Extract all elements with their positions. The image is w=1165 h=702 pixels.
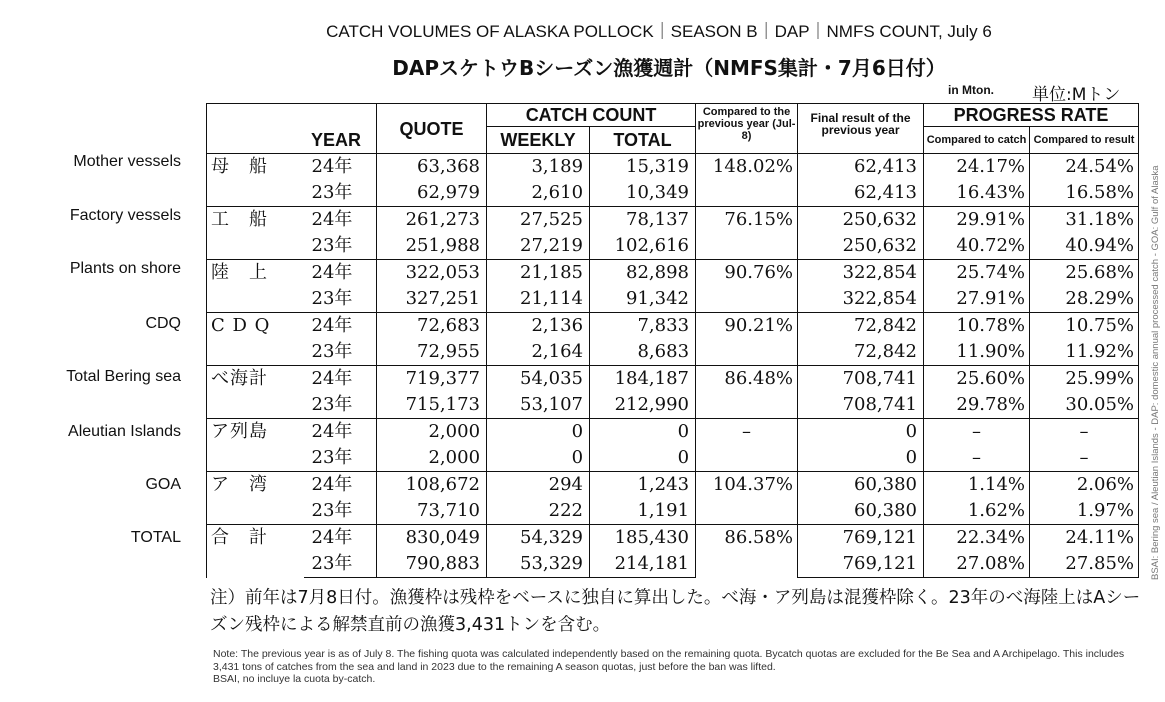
total-cell: 0: [590, 419, 696, 446]
year-cell: 23年: [304, 392, 377, 419]
table-row: [207, 551, 1139, 578]
label-factory-vessels: Factory vessels: [69, 207, 181, 224]
compared-prev-cell: 148.02%: [696, 154, 798, 207]
weekly-cell: 2,136: [487, 313, 590, 340]
progress-catch-cell: 11.90%: [924, 339, 1030, 366]
final-prev-cell: 322,854: [798, 286, 924, 313]
progress-catch-cell: 1.14%: [924, 472, 1030, 499]
compared-prev-cell: 90.21%: [696, 313, 798, 366]
final-prev-cell: 769,121: [798, 551, 924, 578]
final-prev-cell: 250,632: [798, 233, 924, 260]
progress-catch-cell: 29.78%: [924, 392, 1030, 419]
side-note-text: BSAI: Bering sea / Aleutian Islands - DAP: domestic annual processed catch - GOA: Gulf of Alaska: [1150, 165, 1161, 580]
catch-table: [206, 103, 1139, 578]
weekly-cell: 21,114: [487, 286, 590, 313]
year-cell: 23年: [304, 339, 377, 366]
progress-result-cell: 25.99%: [1030, 366, 1139, 393]
quote-cell: 715,173: [377, 392, 487, 419]
table-row: [207, 445, 1139, 472]
weekly-cell: 0: [487, 419, 590, 446]
header-total: TOTAL: [590, 127, 696, 154]
table-row: [207, 286, 1139, 313]
header-quote: QUOTE: [377, 104, 487, 154]
table-row: [207, 419, 1139, 446]
table-row: [207, 366, 1139, 393]
progress-result-cell: 31.18%: [1030, 207, 1139, 234]
table-row: [207, 260, 1139, 287]
total-cell: 78,137: [590, 207, 696, 234]
year-cell: 23年: [304, 551, 377, 578]
progress-result-cell: 24.54%: [1030, 154, 1139, 181]
table-row: [207, 207, 1139, 234]
weekly-cell: 294: [487, 472, 590, 499]
year-cell: 24年: [304, 207, 377, 234]
progress-result-cell: 2.06%: [1030, 472, 1139, 499]
quote-cell: 73,710: [377, 498, 487, 525]
final-prev-cell: 72,842: [798, 339, 924, 366]
weekly-cell: 0: [487, 445, 590, 472]
quote-cell: 261,273: [377, 207, 487, 234]
note-english-line-1: Note: The previous year is as of July 8. The fishing quota was calculated independently based on the remaining quota. Bycatch quotas are excluded for the Be Sea and A Archipelago. This includes 3,431 tons of catches from the sea and land in 2023 due to the remaining A season quotas, just before the ban was lifted.: [213, 648, 1125, 673]
progress-catch-cell: –: [924, 419, 1030, 446]
category-label: べ海計: [207, 366, 304, 419]
quote-cell: 327,251: [377, 286, 487, 313]
table-row: [207, 525, 1139, 552]
year-cell: 23年: [304, 445, 377, 472]
progress-catch-cell: 25.74%: [924, 260, 1030, 287]
progress-result-cell: 11.92%: [1030, 339, 1139, 366]
weekly-cell: 27,219: [487, 233, 590, 260]
total-cell: 1,191: [590, 498, 696, 525]
table-row: [207, 180, 1139, 207]
progress-result-cell: 24.11%: [1030, 525, 1139, 552]
weekly-cell: 27,525: [487, 207, 590, 234]
compared-prev-cell: –: [696, 419, 798, 472]
progress-catch-cell: 27.08%: [924, 551, 1030, 578]
year-cell: 24年: [304, 525, 377, 552]
weekly-cell: 2,610: [487, 180, 590, 207]
progress-result-cell: 1.97%: [1030, 498, 1139, 525]
final-prev-cell: 250,632: [798, 207, 924, 234]
year-cell: 24年: [304, 313, 377, 340]
category-label: 母 船: [207, 154, 304, 207]
title-english: CATCH VOLUMES OF ALASKA POLLOCK｜SEASON B｜DAP｜NMFS COUNT, July 6: [326, 22, 992, 41]
progress-catch-cell: 24.17%: [924, 154, 1030, 181]
title-japanese: DAPスケトウBシーズン漁獲週計（NMFS集計・7月6日付）: [392, 56, 946, 80]
note-english: [213, 648, 1153, 686]
quote-cell: 72,955: [377, 339, 487, 366]
progress-result-cell: 28.29%: [1030, 286, 1139, 313]
header-final-prev: Final result of the previous year: [798, 104, 924, 154]
category-label: ア 湾: [207, 472, 304, 525]
compared-prev-cell: 76.15%: [696, 207, 798, 260]
quote-cell: 790,883: [377, 551, 487, 578]
side-vertical-note: [1150, 100, 1164, 580]
quote-cell: 830,049: [377, 525, 487, 552]
quote-cell: 63,368: [377, 154, 487, 181]
quote-cell: 2,000: [377, 419, 487, 446]
label-cdq: CDQ: [145, 315, 181, 332]
total-cell: 91,342: [590, 286, 696, 313]
quote-cell: 719,377: [377, 366, 487, 393]
progress-result-cell: 10.75%: [1030, 313, 1139, 340]
total-cell: 214,181: [590, 551, 696, 578]
final-prev-cell: 708,741: [798, 392, 924, 419]
total-cell: 82,898: [590, 260, 696, 287]
total-cell: 10,349: [590, 180, 696, 207]
table-row: [207, 313, 1139, 340]
unit-japanese: 単位:Mトン: [1032, 85, 1121, 105]
header-compared-catch: Compared to catch: [924, 127, 1030, 154]
progress-catch-cell: 40.72%: [924, 233, 1030, 260]
table-row: [207, 339, 1139, 366]
label-mother-vessels: Mother vessels: [73, 153, 181, 170]
header-compared-result: Compared to result: [1030, 127, 1139, 154]
header-year: YEAR: [207, 104, 377, 154]
progress-result-cell: –: [1030, 445, 1139, 472]
weekly-cell: 3,189: [487, 154, 590, 181]
weekly-cell: 54,035: [487, 366, 590, 393]
table-row: [207, 498, 1139, 525]
final-prev-cell: 0: [798, 419, 924, 446]
weekly-cell: 222: [487, 498, 590, 525]
progress-catch-cell: 25.60%: [924, 366, 1030, 393]
final-prev-cell: 708,741: [798, 366, 924, 393]
final-prev-cell: 60,380: [798, 498, 924, 525]
final-prev-cell: 322,854: [798, 260, 924, 287]
total-cell: 8,683: [590, 339, 696, 366]
label-total-bering-sea: Total Bering sea: [66, 368, 181, 385]
progress-catch-cell: 1.62%: [924, 498, 1030, 525]
progress-result-cell: 30.05%: [1030, 392, 1139, 419]
final-prev-cell: 72,842: [798, 313, 924, 340]
total-cell: 15,319: [590, 154, 696, 181]
category-label: 陸 上: [207, 260, 304, 313]
progress-result-cell: –: [1030, 419, 1139, 446]
header-progress-rate: PROGRESS RATE: [924, 104, 1139, 127]
total-cell: 185,430: [590, 525, 696, 552]
year-cell: 23年: [304, 180, 377, 207]
total-cell: 0: [590, 445, 696, 472]
final-prev-cell: 62,413: [798, 180, 924, 207]
year-cell: 24年: [304, 419, 377, 446]
label-goa: GOA: [145, 476, 181, 493]
note-english-line-2: BSAI, no incluye la cuota by-catch.: [213, 673, 376, 685]
total-cell: 7,833: [590, 313, 696, 340]
final-prev-cell: 62,413: [798, 154, 924, 181]
year-cell: 23年: [304, 286, 377, 313]
quote-cell: 62,979: [377, 180, 487, 207]
year-cell: 23年: [304, 498, 377, 525]
category-label: 工 船: [207, 207, 304, 260]
progress-result-cell: 40.94%: [1030, 233, 1139, 260]
category-label: ア列島: [207, 419, 304, 472]
label-total: TOTAL: [130, 529, 181, 546]
compared-prev-cell: 90.76%: [696, 260, 798, 313]
progress-result-cell: 16.58%: [1030, 180, 1139, 207]
table-row: [207, 233, 1139, 260]
header-catch-count: CATCH COUNT: [487, 104, 696, 127]
progress-catch-cell: 29.91%: [924, 207, 1030, 234]
quote-cell: 2,000: [377, 445, 487, 472]
quote-cell: 322,053: [377, 260, 487, 287]
header-weekly: WEEKLY: [487, 127, 590, 154]
table-row: [207, 154, 1139, 181]
unit-english: in Mton.: [948, 83, 994, 97]
total-cell: 102,616: [590, 233, 696, 260]
total-cell: 1,243: [590, 472, 696, 499]
year-cell: 24年: [304, 260, 377, 287]
weekly-cell: 2,164: [487, 339, 590, 366]
quote-cell: 251,988: [377, 233, 487, 260]
year-cell: 24年: [304, 472, 377, 499]
weekly-cell: 21,185: [487, 260, 590, 287]
label-aleutian-islands: Aleutian Islands: [68, 423, 181, 440]
progress-catch-cell: 22.34%: [924, 525, 1030, 552]
category-label: 合 計: [207, 525, 304, 578]
final-prev-cell: 0: [798, 445, 924, 472]
label-plants-on-shore: Plants on shore: [69, 260, 181, 277]
weekly-cell: 53,329: [487, 551, 590, 578]
compared-prev-cell: 104.37%: [696, 472, 798, 525]
final-prev-cell: 769,121: [798, 525, 924, 552]
compared-prev-cell: 86.58%: [696, 525, 798, 578]
year-cell: 24年: [304, 154, 377, 181]
category-label: C D Q: [207, 313, 304, 366]
progress-catch-cell: –: [924, 445, 1030, 472]
weekly-cell: 53,107: [487, 392, 590, 419]
table-row: [207, 472, 1139, 499]
year-cell: 24年: [304, 366, 377, 393]
compared-prev-cell: 86.48%: [696, 366, 798, 419]
table-row: [207, 392, 1139, 419]
quote-cell: 108,672: [377, 472, 487, 499]
progress-result-cell: 25.68%: [1030, 260, 1139, 287]
header-compared-prev: Compared to the previous year (Jul-8): [696, 104, 798, 154]
weekly-cell: 54,329: [487, 525, 590, 552]
header-row-1: [207, 104, 1139, 127]
progress-catch-cell: 27.91%: [924, 286, 1030, 313]
total-cell: 212,990: [590, 392, 696, 419]
progress-result-cell: 27.85%: [1030, 551, 1139, 578]
note-japanese: 注）前年は7月8日付。漁獲枠は残枠をベースに独自に算出した。べ海・ア列島は混獲枠除く。23年のべ海陸上はAシーズン残枠による解禁直前の漁獲3,431トンを含む。: [210, 588, 1141, 635]
progress-catch-cell: 16.43%: [924, 180, 1030, 207]
quote-cell: 72,683: [377, 313, 487, 340]
year-cell: 23年: [304, 233, 377, 260]
total-cell: 184,187: [590, 366, 696, 393]
final-prev-cell: 60,380: [798, 472, 924, 499]
progress-catch-cell: 10.78%: [924, 313, 1030, 340]
